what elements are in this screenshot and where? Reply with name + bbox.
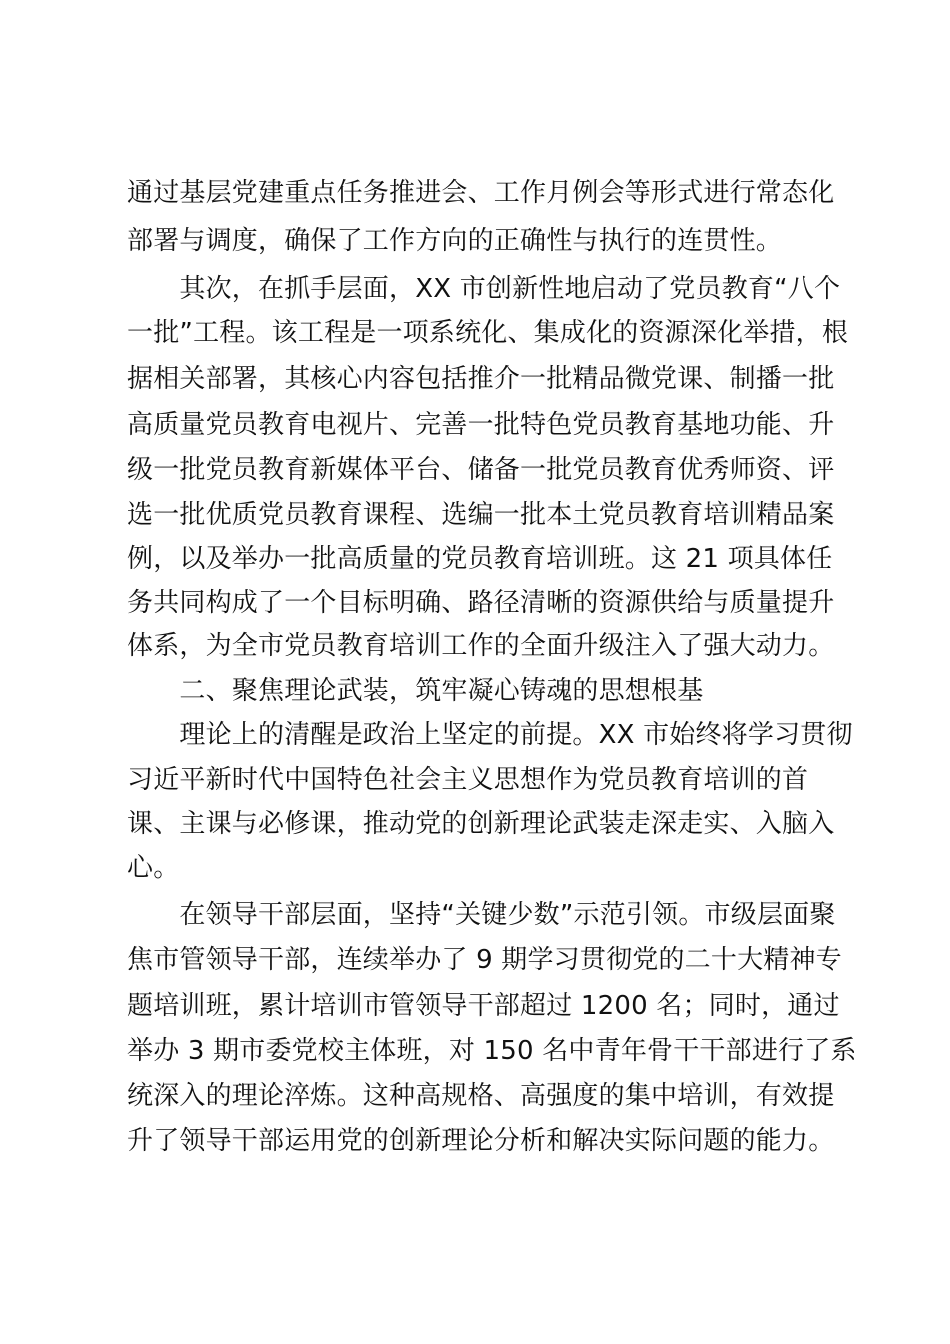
text-line: 体系，为全市党员教育培训工作的全面升级注入了强大动力。 bbox=[127, 631, 835, 661]
text-line: 统深入的理论淬炼。这种高规格、高强度的集中培训，有效提 bbox=[127, 1081, 835, 1111]
text-line: 高质量党员教育电视片、完善一批特色党员教育基地功能、升 bbox=[127, 410, 835, 440]
text-line: 级一批党员教育新媒体平台、储备一批党员教育优秀师资、评 bbox=[127, 455, 835, 485]
text-line: 选一批优质党员教育课程、选编一批本土党员教育培训精品案 bbox=[127, 500, 835, 530]
text-line: 其次，在抓手层面，XX 市创新性地启动了党员教育“八个 bbox=[127, 274, 841, 304]
text-line: 习近平新时代中国特色社会主义思想作为党员教育培训的首 bbox=[127, 765, 809, 795]
text-line: 升了领导干部运用党的创新理论分析和解决实际问题的能力。 bbox=[127, 1126, 835, 1156]
text-line: 例，以及举办一批高质量的党员教育培训班。这 21 项具体任 bbox=[127, 544, 833, 574]
text-line: 通过基层党建重点任务推进会、工作月例会等形式进行常态化 bbox=[127, 178, 835, 208]
text-line: 心。 bbox=[127, 853, 180, 883]
text-line: 在领导干部层面，坚持“关键少数”示范引领。市级层面聚 bbox=[127, 900, 836, 930]
text-line: 举办 3 期市委党校主体班，对 150 名中青年骨干干部进行了系 bbox=[127, 1036, 857, 1066]
text-line: 据相关部署，其核心内容包括推介一批精品微党课、制播一批 bbox=[127, 364, 835, 394]
text-line: 题培训班，累计培训市管领导干部超过 1200 名；同时，通过 bbox=[127, 991, 840, 1021]
text-line: 理论上的清醒是政治上坚定的前提。XX 市始终将学习贯彻 bbox=[127, 720, 853, 750]
text-line: 课、主课与必修课，推动党的创新理论武装走深走实、入脑入 bbox=[127, 809, 835, 839]
text-line: 焦市管领导干部，连续举办了 9 期学习贯彻党的二十大精神专 bbox=[127, 945, 842, 975]
text-line: 务共同构成了一个目标明确、路径清晰的资源供给与质量提升 bbox=[127, 588, 835, 618]
text-line: 部署与调度，确保了工作方向的正确性与执行的连贯性。 bbox=[127, 226, 783, 256]
section-heading: 二、聚焦理论武装，筑牢凝心铸魂的思想根基 bbox=[127, 676, 704, 706]
text-line: 一批”工程。该工程是一项系统化、集成化的资源深化举措，根 bbox=[127, 318, 849, 348]
